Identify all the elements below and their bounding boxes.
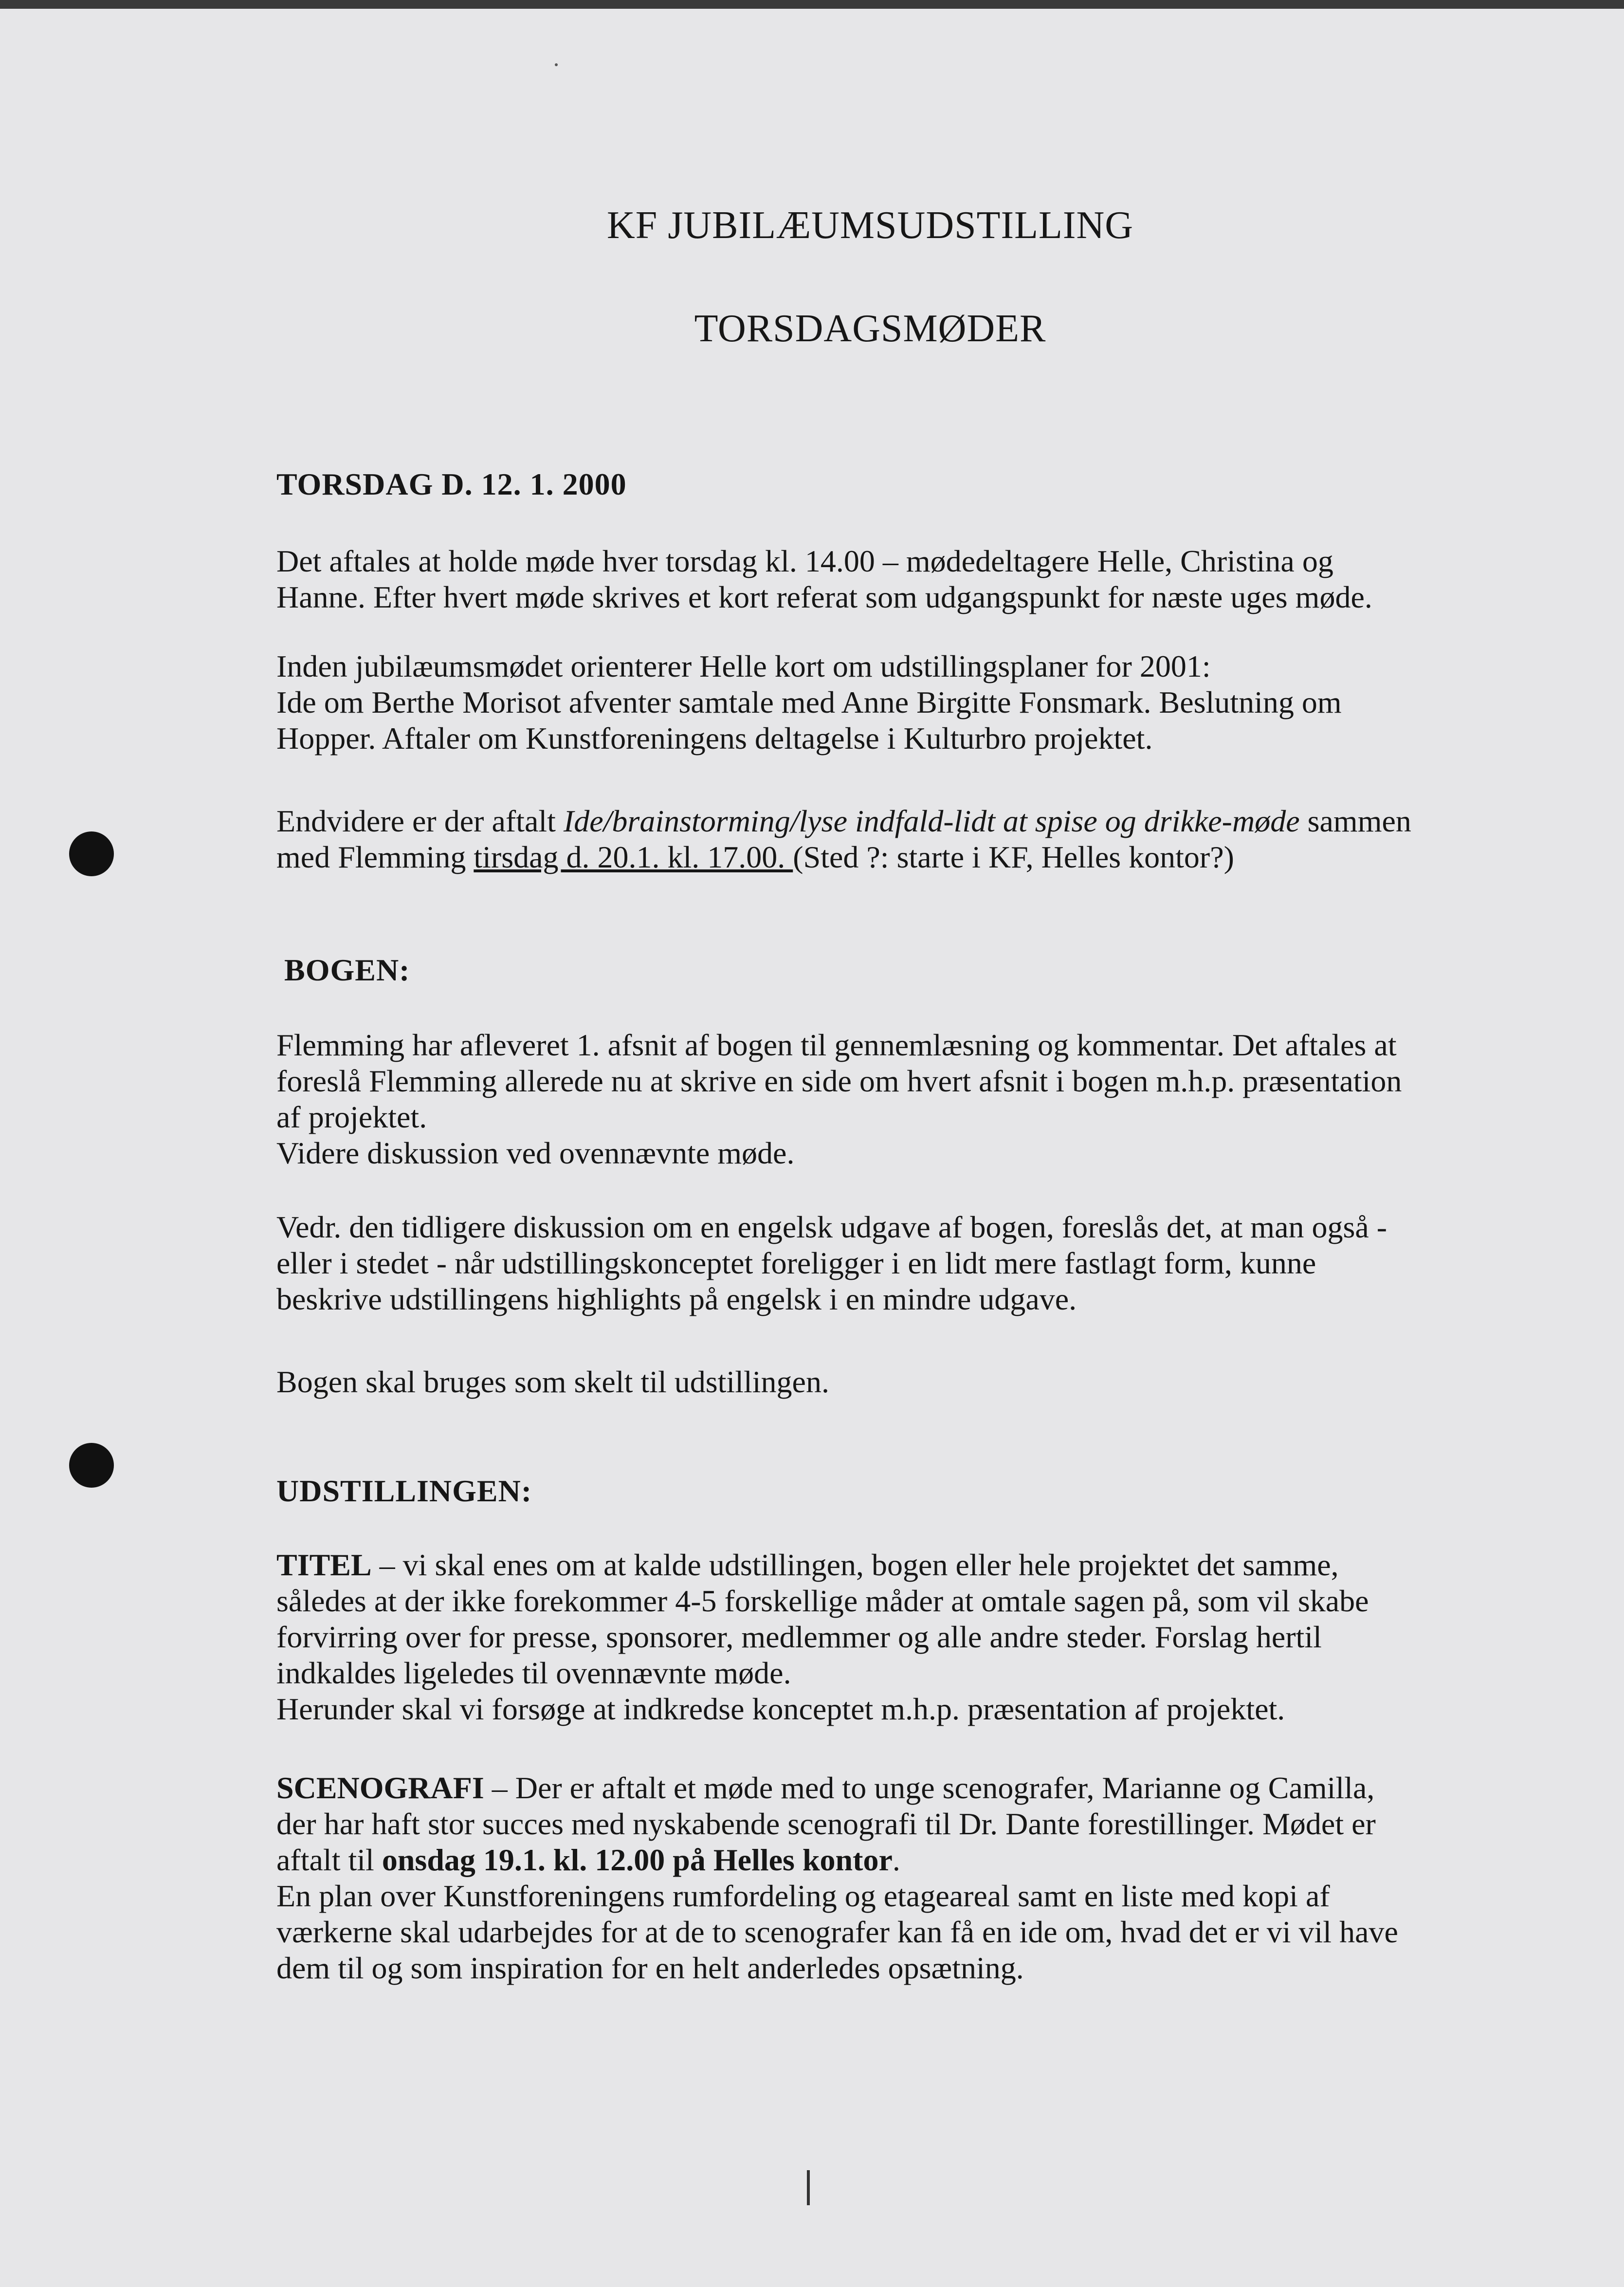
paragraph-meetings [276,543,1464,615]
text-line: foreslå Flemming allerede nu at skrive en side om hvert afsnit i bogen m.h.p. præsentation [276,1064,1402,1098]
text-line: Ide om Berthe Morisot afventer samtale med Anne Birgitte Fonsmark. Beslutning om [276,685,1342,719]
text-line: værkerne skal udarbejdes for at de to scenografer kan få en ide om, hvad det er vi vil have [276,1915,1398,1949]
section-heading-torsdag: TORSDAG D. 12. 1. 2000 [276,467,627,501]
text-line: eller i stedet - når udstillingskonceptet foreligger i en lidt mere fastlagt form, kunne [276,1246,1316,1280]
text-line: dem til og som inspiration for en helt anderledes opsætning. [276,1951,1024,1985]
bold-label: TITEL [276,1548,372,1582]
text-line: Bogen skal bruges som skelt til udstillingen. [276,1365,829,1399]
text-line [276,1842,1464,1878]
document-title: KF JUBILÆUMSUDSTILLING [606,204,1134,247]
text-line: Videre diskussion ved ovennævnte møde. [276,1136,795,1170]
paragraph-english-edition [276,1209,1464,1317]
text-line: der har haft stor succes med nyskabende scenografi til Dr. Dante forestillinger. Mødet er [276,1807,1376,1841]
paragraph-titel [276,1547,1464,1727]
text-line: Hopper. Aftaler om Kunstforeningens deltagelse i Kulturbro projektet. [276,721,1153,756]
text-line [276,1770,1464,1806]
speck-mark [555,63,558,66]
text-line [276,1547,1464,1583]
text-line: beskrive udstillingens highlights på engelsk i en mindre udgave. [276,1282,1077,1316]
text-line: Flemming har afleveret 1. afsnit af bogen til gennemlæsning og kommentar. Det aftales at [276,1028,1397,1062]
paragraph-book [276,1027,1464,1171]
text-line: Det aftales at holde møde hver torsdag kl. 14.00 – mødedeltagere Helle, Christina og [276,544,1333,578]
section-heading-bogen: BOGEN: [284,953,410,987]
text-run: – Der er aftalt et møde med to unge scenografer, Marianne og Camilla, [484,1771,1375,1805]
text-run: sammen [1299,804,1411,838]
text-line: En plan over Kunstforeningens rumfordeling og etageareal samt en liste med kopi af [276,1879,1330,1913]
text-run: med Flemming [276,840,474,874]
text-line: Hanne. Efter hvert møde skrives et kort referat som udgangspunkt for næste uges møde. [276,580,1372,614]
document-subtitle: TORSDAGSMØDER [694,307,1046,350]
bold-label: SCENOGRAFI [276,1771,484,1805]
section-heading-udstillingen: UDSTILLINGEN: [276,1474,532,1508]
text-line [276,839,1464,875]
text-line: indkaldes ligeledes til ovennævnte møde. [276,1656,791,1690]
text-line [276,803,1464,839]
punch-hole-top [69,831,114,876]
text-line: således at der ikke forekommer 4-5 forskellige måder at omtale sagen på, som vil skabe [276,1584,1369,1618]
paragraph-brainstorm [276,803,1464,875]
text-run: (Sted ?: starte i KF, Helles kontor?) [793,840,1234,874]
text-line: Vedr. den tidligere diskussion om en engelsk udgave af bogen, foreslås det, at man også - [276,1210,1387,1244]
page-mark [807,2170,810,2205]
text-line: af projektet. [276,1100,427,1134]
text-run: – vi skal enes om at kalde udstillingen, bogen eller hele projektet det samme, [371,1548,1339,1582]
text-run: . [892,1843,900,1877]
document-page [0,9,1624,2287]
underline-run: tirsdag d. 20.1. kl. 17.00. [474,840,793,874]
text-run: Endvidere er der aftalt [276,804,564,838]
text-run: aftalt til [276,1843,382,1877]
text-line: forvirring over for presse, sponsorer, medlemmer og alle andre steder. Forslag hertil [276,1620,1322,1654]
paragraph-book-skeleton [276,1364,1464,1400]
text-line: Herunder skal vi forsøge at indkredse konceptet m.h.p. præsentation af projektet. [276,1692,1285,1726]
text-line: Inden jubilæumsmødet orienterer Helle kort om udstillingsplaner for 2001: [276,649,1211,683]
paragraph-scenografi [276,1770,1464,1986]
bold-run: onsdag 19.1. kl. 12.00 på Helles kontor [382,1843,893,1877]
punch-hole-bottom [69,1443,114,1488]
italic-run: Ide/brainstorming/lyse indfald-lidt at spise og drikke-møde [563,804,1300,838]
paragraph-jubilee [276,648,1464,756]
